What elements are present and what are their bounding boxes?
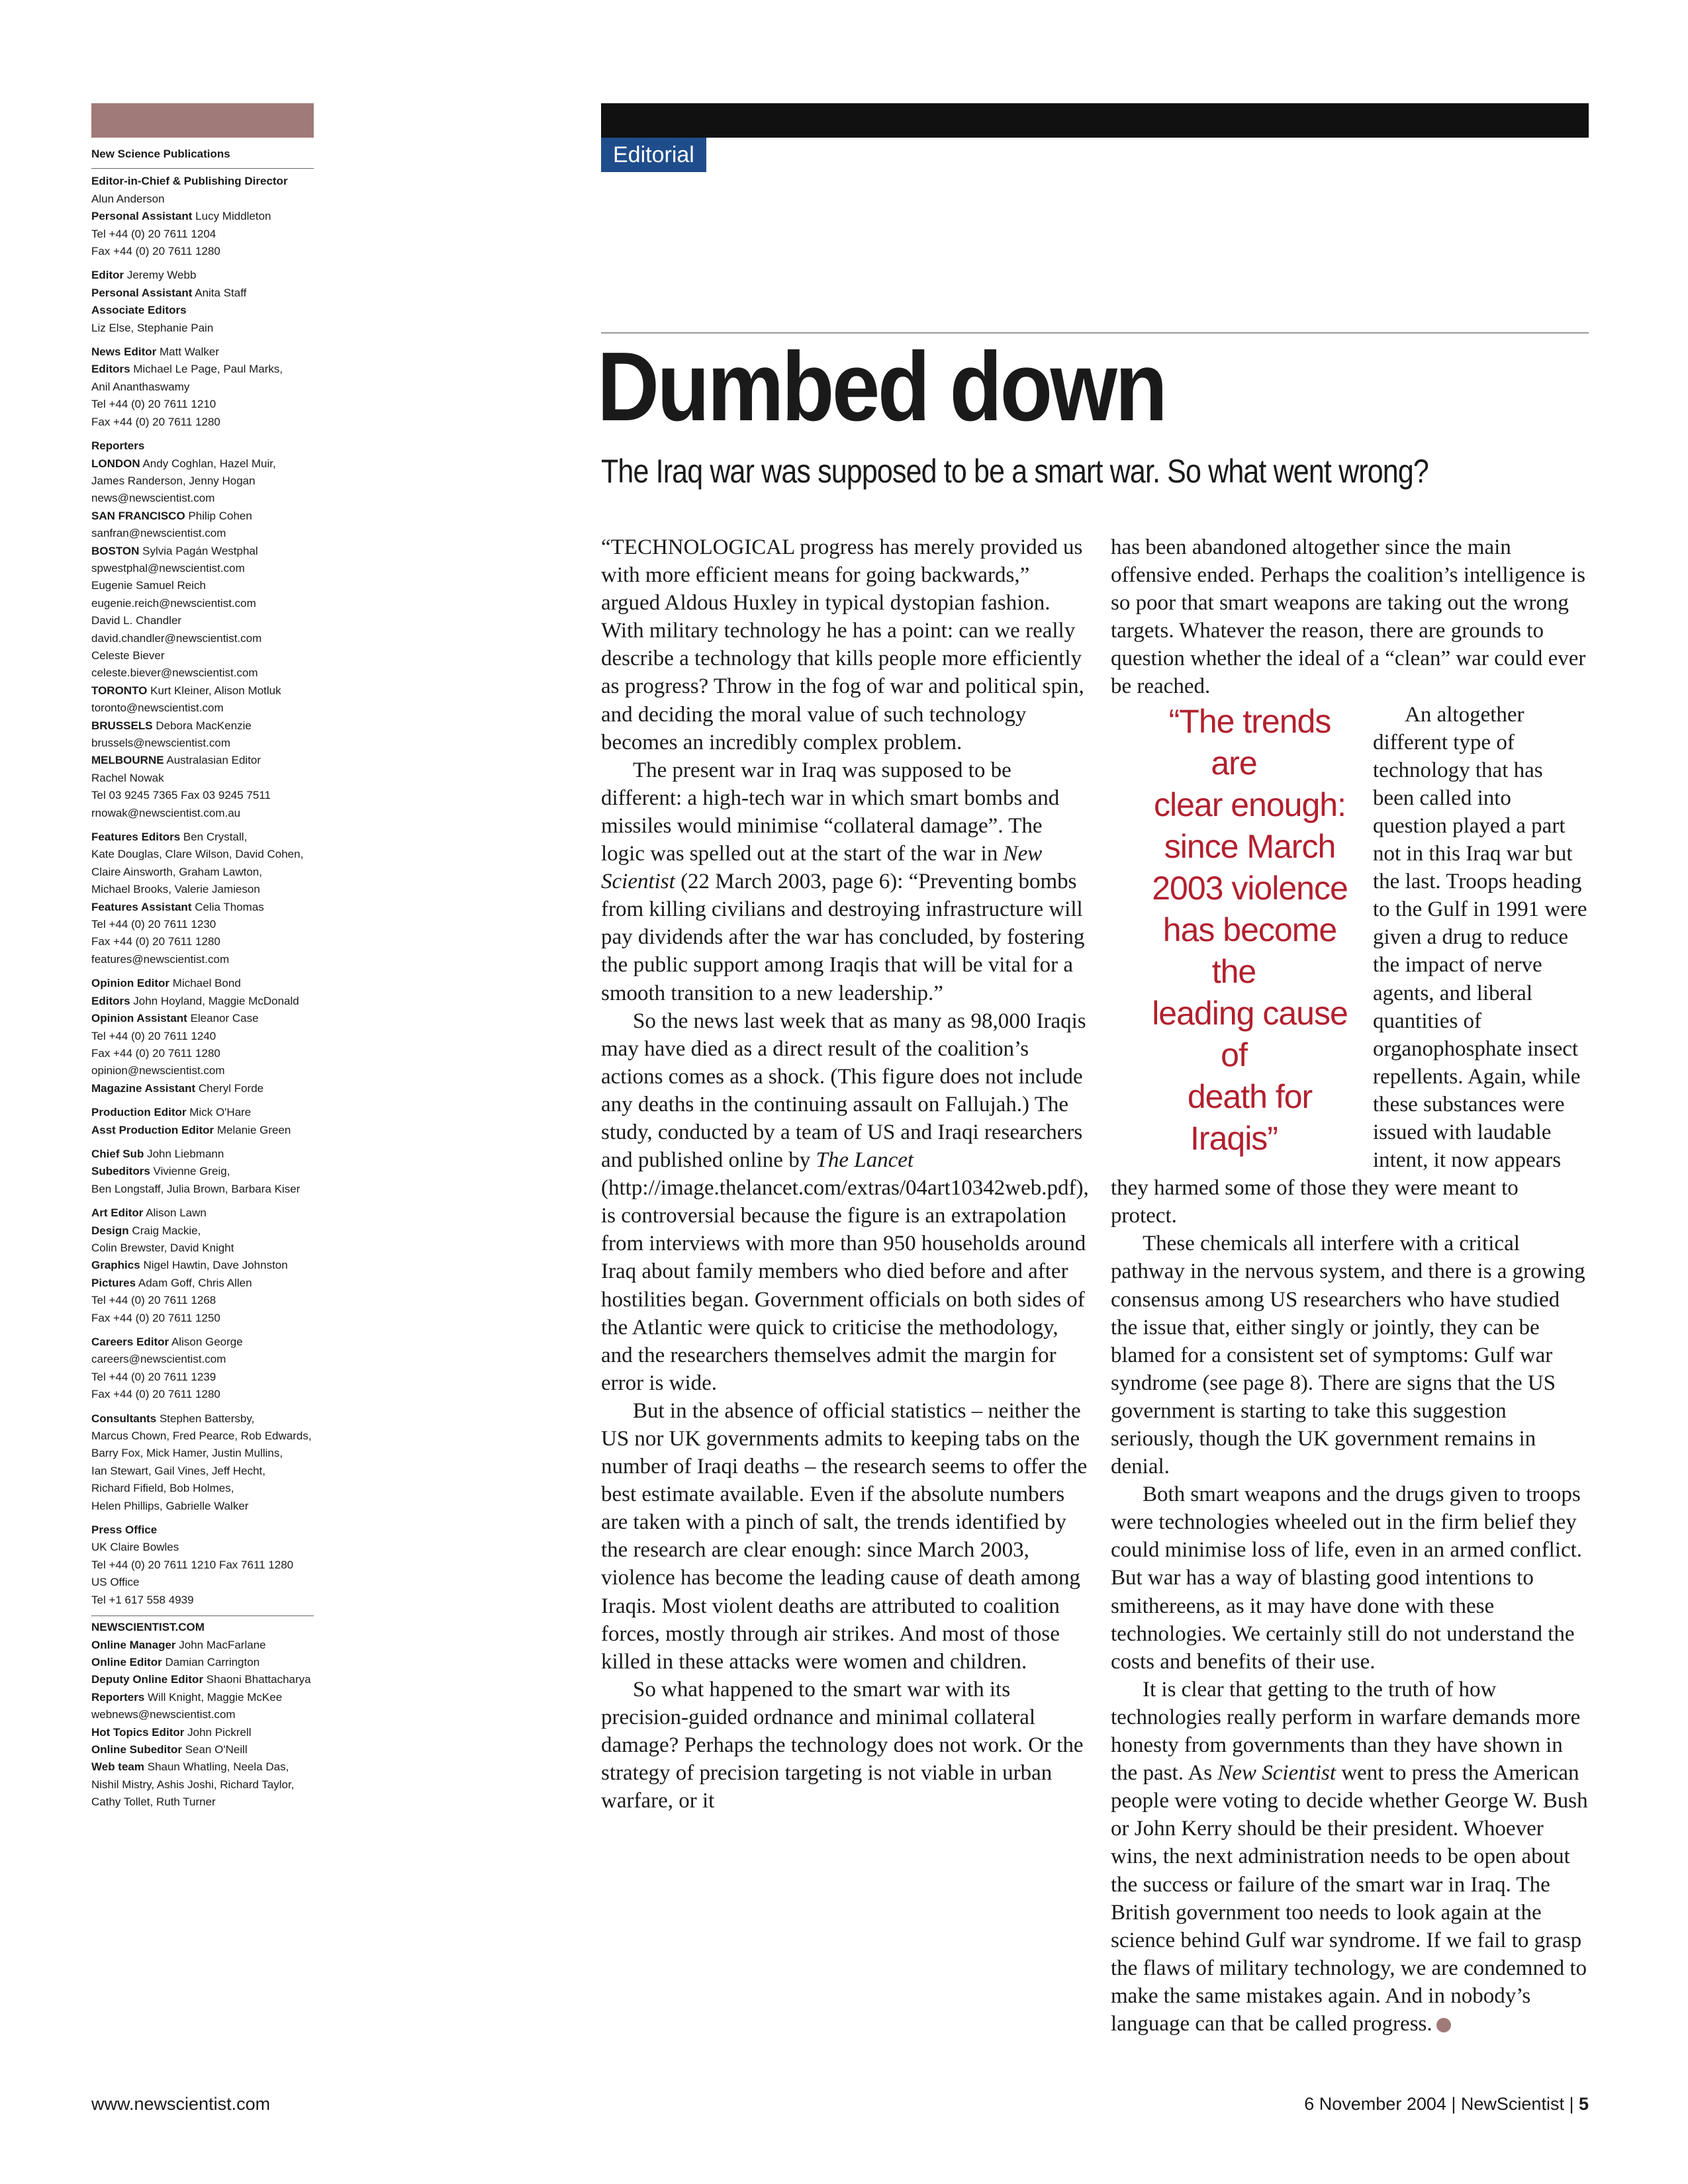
masthead-value: celeste.biever@newscientist.com (91, 666, 258, 680)
masthead-role: NEWSCIENTIST.COM (91, 1621, 205, 1634)
masthead-value: Anil Ananthaswamy (91, 380, 190, 393)
masthead-value: Fax +44 (0) 20 7611 1280 (91, 935, 220, 948)
masthead-value: Melanie Green (216, 1123, 291, 1136)
masthead-row (91, 595, 314, 612)
masthead-group (91, 1334, 314, 1404)
masthead-role: LONDON (91, 457, 140, 470)
masthead-row (91, 993, 314, 1010)
masthead-row (91, 1776, 314, 1794)
masthead (91, 146, 314, 1818)
paragraph-2 (601, 756, 1088, 1007)
masthead-row (91, 933, 314, 950)
masthead-row (91, 343, 314, 361)
masthead-value: US Office (91, 1576, 140, 1589)
masthead-group (91, 343, 314, 431)
masthead-row (91, 1334, 314, 1351)
masthead-row (91, 1104, 314, 1121)
masthead-row (91, 1480, 314, 1497)
masthead-role: Deputy Online Editor (91, 1673, 204, 1686)
masthead-row (91, 664, 314, 682)
masthead-role: Editor-in-Chief & Publishing Director (91, 175, 288, 188)
masthead-row (91, 508, 314, 525)
masthead-row (91, 1592, 314, 1609)
masthead-value: Fax +44 (0) 20 7611 1250 (91, 1311, 220, 1324)
paragraph-6-text: An altogether different type of technology that has been called into question played a part not in this Iraq war but the last. Troops heading to the Gulf in 1991 were given a drug to reduce the impact of nerve agents, and liberal quantities of organophosphate insect repellents. Again, while these substances were issued with laudable intent, it now appears they harmed some of those they were meant to protect. (1111, 702, 1587, 1228)
masthead-row (91, 1574, 314, 1591)
masthead-row (91, 805, 314, 822)
masthead-row (91, 1181, 314, 1198)
masthead-row (91, 1557, 314, 1574)
masthead-value: Lucy Middleton (195, 210, 271, 223)
masthead-row (91, 1498, 314, 1515)
publication-name: New Scientist (1217, 1761, 1336, 1786)
masthead-group (91, 1522, 314, 1609)
masthead-role: Online Editor (91, 1655, 162, 1668)
masthead-row (91, 1275, 314, 1292)
footer-url: www.newscientist.com (91, 2094, 271, 2114)
masthead-role: Personal Assistant (91, 286, 193, 299)
masthead-value: Shaun Whatling, Neela Das, (147, 1760, 289, 1774)
footer-issue (1304, 2094, 1589, 2115)
masthead-value: Shaoni Bhattacharya (206, 1673, 311, 1686)
masthead-row (91, 437, 314, 455)
masthead-value: Philip Cohen (188, 509, 252, 522)
masthead-value: Michael Bond (172, 977, 241, 990)
masthead-role: News Editor (91, 345, 157, 359)
paragraph-3-text-b: (http://image.thelancet.com/extras/04art10342web.pdf), is controversial because the figure is an extrapolation from interviews with more than 950 households around Iraq about family members who died before and after hostilities began. Government officials on both sides of the Atlantic were quick to criticise the methodology, and the researchers themselves admit the margin for error is wide. (601, 1176, 1089, 1395)
masthead-row (91, 1637, 314, 1654)
masthead-row (91, 951, 314, 968)
masthead-value: Tel 03 9245 7365 Fax 03 9245 7511 (91, 789, 271, 802)
masthead-value: Tel +44 (0) 20 7611 1239 (91, 1370, 216, 1383)
masthead-row (91, 1671, 314, 1688)
masthead-role: Consultants (91, 1412, 157, 1425)
masthead-value: Fax +44 (0) 20 7611 1280 (91, 1388, 220, 1401)
masthead-row (91, 916, 314, 933)
masthead-row (91, 881, 314, 898)
masthead-value: Alison George (171, 1336, 243, 1348)
masthead-value: Tel +44 (0) 20 7611 1240 (91, 1029, 216, 1042)
masthead-value: Kurt Kleiner, Alison Motluk (150, 684, 281, 697)
masthead-color-bar (91, 103, 314, 138)
masthead-row (91, 1410, 314, 1428)
masthead-row (91, 1222, 314, 1240)
masthead-role: Editors (91, 363, 130, 376)
masthead-value: Australasian Editor (166, 754, 261, 767)
masthead-value: Michael Le Page, Paul Marks, (133, 363, 283, 376)
masthead-role: Chief Sub (91, 1147, 144, 1160)
masthead-row (91, 243, 314, 260)
masthead-value: Celeste Biever (91, 649, 165, 662)
masthead-value: toronto@newscientist.com (91, 702, 224, 715)
masthead-row (91, 752, 314, 769)
masthead-value: Richard Fifield, Bob Holmes, (91, 1482, 234, 1495)
masthead-row (91, 1205, 314, 1222)
masthead-row (91, 1654, 314, 1671)
masthead-role: Opinion Assistant (91, 1012, 187, 1025)
footer-date-publication: 6 November 2004 | NewScientist | (1304, 2094, 1579, 2114)
masthead-value: Alison Lawn (146, 1206, 207, 1220)
paragraph-3 (601, 1007, 1088, 1397)
masthead-role: Graphics (91, 1259, 140, 1272)
masthead-row (91, 173, 314, 190)
publication-name: New Scientist (601, 842, 1043, 894)
page-number: 5 (1578, 2094, 1589, 2114)
masthead-row (91, 1386, 314, 1403)
masthead-value: Andy Coghlan, Hazel Muir, (142, 457, 276, 470)
masthead-group (91, 1104, 314, 1139)
masthead-row (91, 1028, 314, 1045)
masthead-row (91, 700, 314, 717)
masthead-groups (91, 173, 314, 1811)
masthead-value: careers@newscientist.com (91, 1353, 226, 1366)
masthead-value: Anita Staff (195, 286, 247, 299)
masthead-role: Design (91, 1224, 129, 1237)
masthead-value: Debora MacKenzie (156, 719, 252, 732)
masthead-group (91, 1205, 314, 1327)
masthead-row (91, 361, 314, 378)
masthead-role: Online Manager (91, 1638, 176, 1651)
masthead-value: webnews@newscientist.com (91, 1708, 236, 1721)
masthead-value: Barry Fox, Mick Hamer, Justin Mullins, (91, 1447, 283, 1460)
masthead-row (91, 1741, 314, 1758)
masthead-value: eugenie.reich@newscientist.com (91, 596, 256, 610)
masthead-value: Celia Thomas (195, 900, 264, 913)
masthead-row (91, 899, 314, 916)
masthead-value: Eleanor Case (190, 1012, 259, 1025)
masthead-role: Careers Editor (91, 1336, 169, 1348)
masthead-value: Fax +44 (0) 20 7611 1280 (91, 1046, 220, 1060)
masthead-role: Hot Topics Editor (91, 1725, 185, 1739)
paragraph-7: These chemicals all interfere with a critical pathway in the nervous system, and there is a growing consensus among US researchers who have studied the issue that, either singly or jointly, they can be blamed for a consistent set of symptoms: Gulf war syndrome (see page 8). There are signs that the US government is starting to take this suggestion seriously, though the UK government remains in denial. (1111, 1232, 1585, 1479)
masthead-row (91, 267, 314, 284)
paragraph-6 (1111, 701, 1589, 1230)
masthead-row (91, 1122, 314, 1139)
masthead-row (91, 1706, 314, 1723)
masthead-row (91, 829, 314, 846)
masthead-value: spwestphal@newscientist.com (91, 561, 245, 574)
masthead-role: SAN FRANCISCO (91, 509, 185, 522)
masthead-row (91, 1689, 314, 1706)
pull-quote-line: 2003 violence (1152, 869, 1348, 907)
masthead-row (91, 846, 314, 863)
masthead-value: Rachel Nowak (91, 771, 164, 784)
masthead-value: sanfran@newscientist.com (91, 527, 226, 540)
masthead-role: Features Assistant (91, 900, 192, 913)
section-tag: Editorial (601, 138, 706, 172)
masthead-row (91, 612, 314, 629)
masthead-value: Tel +44 (0) 20 7611 1210 Fax 7611 1280 (91, 1558, 294, 1571)
masthead-row (91, 1724, 314, 1741)
headline: Dumbed down (597, 332, 1166, 441)
masthead-value: opinion@newscientist.com (91, 1064, 225, 1077)
masthead-row (91, 379, 314, 396)
masthead-value: Michael Brooks, Valerie Jamieson (91, 883, 260, 896)
masthead-row (91, 1369, 314, 1386)
masthead-role: Web team (91, 1760, 144, 1774)
masthead-value: David L. Chandler (91, 614, 182, 627)
masthead-value: Marcus Chown, Fred Pearce, Rob Edwards, (91, 1430, 312, 1443)
header-bar (601, 103, 1589, 138)
masthead-row (91, 1794, 314, 1811)
masthead-row (91, 1062, 314, 1079)
masthead-row (91, 414, 314, 431)
masthead-value: James Randerson, Jenny Hogan (91, 474, 256, 487)
masthead-role: Reporters (91, 1690, 145, 1704)
masthead-row (91, 1257, 314, 1274)
masthead-value: rnowak@newscientist.com.au (91, 806, 241, 819)
masthead-role: Press Office (91, 1524, 158, 1537)
masthead-value: Mick O'Hare (189, 1106, 252, 1119)
masthead-value: Kate Douglas, Clare Wilson, David Cohen, (91, 848, 304, 861)
masthead-row (91, 1080, 314, 1097)
pull-quote-line: leading cause of (1152, 994, 1348, 1073)
masthead-value: Nigel Hawtin, Dave Johnston (143, 1259, 288, 1272)
masthead-role: Opinion Editor (91, 977, 170, 990)
masthead-row (91, 396, 314, 413)
masthead-row (91, 1445, 314, 1462)
masthead-value: Will Knight, Maggie McKee (148, 1690, 283, 1704)
paragraph-9 (1111, 1676, 1589, 2038)
paragraph-4: But in the absence of official statistics – neither the US nor UK governments admits to keeping tabs on the number of Iraqi deaths – the research seems to offer the best estimate available. Even if the absolute numbers are taken with a pinch of salt, the trends identified by the research are clear enough: since March 2003, violence has become the leading cause of death among Iraqis. Most violent deaths are attributed to coalition forces, mostly through air strikes. And most of those killed in these attacks were women and children. (601, 1398, 1088, 1674)
masthead-value: Tel +44 (0) 20 7611 1268 (91, 1294, 216, 1307)
masthead-value: Tel +44 (0) 20 7611 1230 (91, 918, 216, 931)
masthead-role: Editor (91, 269, 124, 282)
masthead-role: Reporters (91, 439, 145, 453)
masthead-value: news@newscientist.com (91, 492, 215, 505)
article-column-2 (1111, 533, 1589, 2038)
masthead-value: Vivienne Greig, (153, 1165, 230, 1178)
pull-quote-line: “The trends are (1168, 702, 1331, 782)
masthead-row (91, 770, 314, 787)
masthead-row (91, 1045, 314, 1062)
paragraph-5-continued: has been abandoned altogether since the main offensive ended. Perhaps the coalition’s intelligence is so poor that smart weapons are taking out the wrong targets. Whatever the reason, there are grounds to question whether the ideal of a “clean” war could ever be reached. (1111, 535, 1586, 699)
masthead-value: Tel +1 617 558 4939 (91, 1593, 194, 1606)
masthead-row (91, 455, 314, 473)
masthead-row (91, 490, 314, 507)
masthead-value: brussels@newscientist.com (91, 737, 230, 749)
masthead-group (91, 829, 314, 968)
masthead-row (91, 1351, 314, 1368)
masthead-row (91, 560, 314, 577)
pull-quote-line: clear enough: (1153, 786, 1346, 823)
masthead-value: Tel +44 (0) 20 7611 1204 (91, 227, 216, 240)
masthead-row (91, 1146, 314, 1163)
masthead-value: Alun Anderson (91, 192, 165, 205)
masthead-value: Stephen Battersby, (159, 1412, 255, 1425)
masthead-value: Fax +44 (0) 20 7611 1280 (91, 245, 220, 258)
masthead-value: Liz Else, Stephanie Pain (91, 321, 214, 334)
masthead-value: Adam Goff, Chris Allen (138, 1276, 252, 1289)
article-column-1 (601, 533, 1088, 1815)
pull-quote-line: death for Iraqis” (1187, 1077, 1313, 1157)
paragraph-2-text-b: (22 March 2003, page 6): “Preventing bombs from killing civilians and destroying infrastructure will pay dividends after the war has concluded, by fostering the public support among Iraqis that will be vital for a smooth transition to a new leadership.” (601, 870, 1085, 1005)
masthead-row (91, 1010, 314, 1027)
masthead-row (91, 1163, 314, 1180)
masthead-row (91, 735, 314, 752)
masthead-row (91, 975, 314, 992)
masthead-group (91, 1615, 314, 1811)
masthead-value: Damian Carrington (165, 1655, 260, 1668)
masthead-row (91, 208, 314, 225)
masthead-row (91, 1240, 314, 1257)
masthead-role: TORONTO (91, 684, 148, 697)
masthead-role: Pictures (91, 1276, 136, 1289)
masthead-role: Online Subeditor (91, 1743, 182, 1756)
end-mark-icon (1436, 2018, 1451, 2032)
masthead-value: Sean O'Neill (185, 1743, 248, 1756)
masthead-row (91, 717, 314, 735)
masthead-row (91, 1292, 314, 1309)
paragraph-2-text-a: The present war in Iraq was supposed to be different: a high-tech war in which smart bombs and missiles would minimise “collateral damage”. The logic was spelled out at the start of the war in (601, 758, 1060, 866)
masthead-publication: New Science Publications (91, 146, 314, 169)
masthead-row (91, 1539, 314, 1556)
masthead-value: John Liebmann (147, 1147, 224, 1160)
masthead-row (91, 864, 314, 881)
masthead-row (91, 543, 314, 560)
masthead-row (91, 226, 314, 243)
masthead-row (91, 191, 314, 208)
masthead-value: david.chandler@newscientist.com (91, 631, 262, 645)
pull-quote-line: has become the (1162, 911, 1337, 990)
paragraph-5: So what happened to the smart war with its precision-guided ordnance and minimal collateral damage? Perhaps the technology does not work. Or the strategy of precision targeting is not viable in urban warfare, or it (601, 1677, 1084, 1813)
masthead-row (91, 525, 314, 542)
masthead-value: Nishil Mistry, Ashis Joshi, Richard Taylor, (91, 1778, 295, 1791)
masthead-value: Sylvia Pagán Westphal (142, 544, 258, 557)
masthead-role: Associate Editors (91, 304, 187, 317)
masthead-row (91, 630, 314, 647)
masthead-role: Production Editor (91, 1106, 187, 1119)
masthead-value: Colin Brewster, David Knight (91, 1241, 234, 1254)
paragraph-9-text-b: went to press the American people were voting to decide whether George W. Bush or John Kerry should be their president. Whoever wins, the next administration needs to be open about the success or failure of the smart war in Iraq. The British government too needs to look again at the science behind Gulf war syndrome. If we fail to grasp the flaws of military technology, we are condemned to make the same mistakes again. And in nobody’s language can that be called progress. (1111, 1761, 1588, 2036)
masthead-value: UK Claire Bowles (91, 1541, 179, 1554)
masthead-row (91, 682, 314, 700)
paragraph-8: Both smart weapons and the drugs given to troops were technologies wheeled out in the firm belief they could minimise loss of life, even in an armed conflict. But war has a way of blasting good intentions to smithereens, as it may have done with these technologies. We certainly still do not understand the costs and benefits of their use. (1111, 1482, 1583, 1674)
masthead-value: Tel +44 (0) 20 7611 1210 (91, 398, 216, 411)
paragraph-1: “TECHNOLOGICAL progress has merely provided us with more efficient means for going backwards,” argued Aldous Huxley in typical dystopian fashion. With military technology he has a point: can we really describe a technology that kills people more efficiently as progress? Throw in the fog of war and political spin, and deciding the moral value of such technology becomes an incredibly complex problem. (601, 535, 1084, 754)
masthead-value: Ben Longstaff, Julia Brown, Barbara Kiser (91, 1182, 301, 1195)
masthead-row (91, 577, 314, 594)
masthead-group (91, 267, 314, 337)
paragraph-3-text-a: So the news last week that as many as 98,000 Iraqis may have died as a direct result of the coalition’s actions comes as a shock. (This figure does not include any deaths in the continuing assault on Fallujah.) The study, conducted by a team of US and Iraqi researchers and published online by (601, 1009, 1086, 1173)
masthead-value: Craig Mackie, (132, 1224, 201, 1237)
masthead-group (91, 1146, 314, 1198)
pull-quote-line: since March (1164, 827, 1336, 865)
masthead-role: Asst Production Editor (91, 1123, 214, 1136)
masthead-value: Matt Walker (159, 345, 220, 359)
masthead-row (91, 1428, 314, 1445)
masthead-row (91, 787, 314, 804)
masthead-value: Helen Phillips, Gabrielle Walker (91, 1499, 249, 1512)
masthead-row (91, 1310, 314, 1327)
masthead-role: MELBOURNE (91, 754, 164, 767)
masthead-row (91, 647, 314, 664)
masthead-group (91, 173, 314, 260)
masthead-group (91, 975, 314, 1097)
masthead-group (91, 1410, 314, 1515)
masthead-role: Features Editors (91, 831, 181, 844)
masthead-value: Fax +44 (0) 20 7611 1280 (91, 415, 220, 428)
masthead-value: Ben Crystall, (183, 831, 248, 844)
masthead-value: Cheryl Forde (198, 1081, 264, 1095)
masthead-value: Eugenie Samuel Reich (91, 579, 206, 592)
masthead-role: Art Editor (91, 1206, 144, 1220)
masthead-row (91, 320, 314, 337)
masthead-role: Subeditors (91, 1165, 150, 1178)
masthead-value: features@newscientist.com (91, 952, 230, 966)
masthead-group (91, 437, 314, 822)
masthead-role: Magazine Assistant (91, 1081, 196, 1095)
masthead-row (91, 302, 314, 319)
masthead-row (91, 1619, 314, 1636)
paragraph-9-text-a: It is clear that getting to the truth of how technologies really perform in warfare demands more honesty from governments than they have shown in the past. As (1111, 1677, 1581, 1786)
standfirst: The Iraq war was supposed to be a smart war. So what went wrong? (601, 453, 1429, 490)
masthead-row (91, 1758, 314, 1776)
masthead-value: John Hoyland, Maggie McDonald (133, 994, 299, 1007)
masthead-role: BOSTON (91, 544, 140, 557)
masthead-value: Cathy Tollet, Ruth Turner (91, 1796, 216, 1809)
masthead-row (91, 473, 314, 490)
masthead-row (91, 1522, 314, 1539)
masthead-row (91, 285, 314, 302)
masthead-value: Jeremy Webb (126, 269, 197, 282)
pull-quote (1111, 701, 1357, 1160)
masthead-value: Claire Ainsworth, Graham Lawton, (91, 865, 262, 878)
masthead-value: Ian Stewart, Gail Vines, Jeff Hecht, (91, 1464, 266, 1477)
journal-name: The Lancet (816, 1148, 914, 1173)
masthead-value: John Pickrell (187, 1725, 252, 1739)
masthead-value: John MacFarlane (179, 1638, 266, 1651)
masthead-role: Editors (91, 994, 130, 1007)
masthead-row (91, 1463, 314, 1480)
masthead-role: BRUSSELS (91, 719, 153, 732)
masthead-role: Personal Assistant (91, 210, 193, 223)
